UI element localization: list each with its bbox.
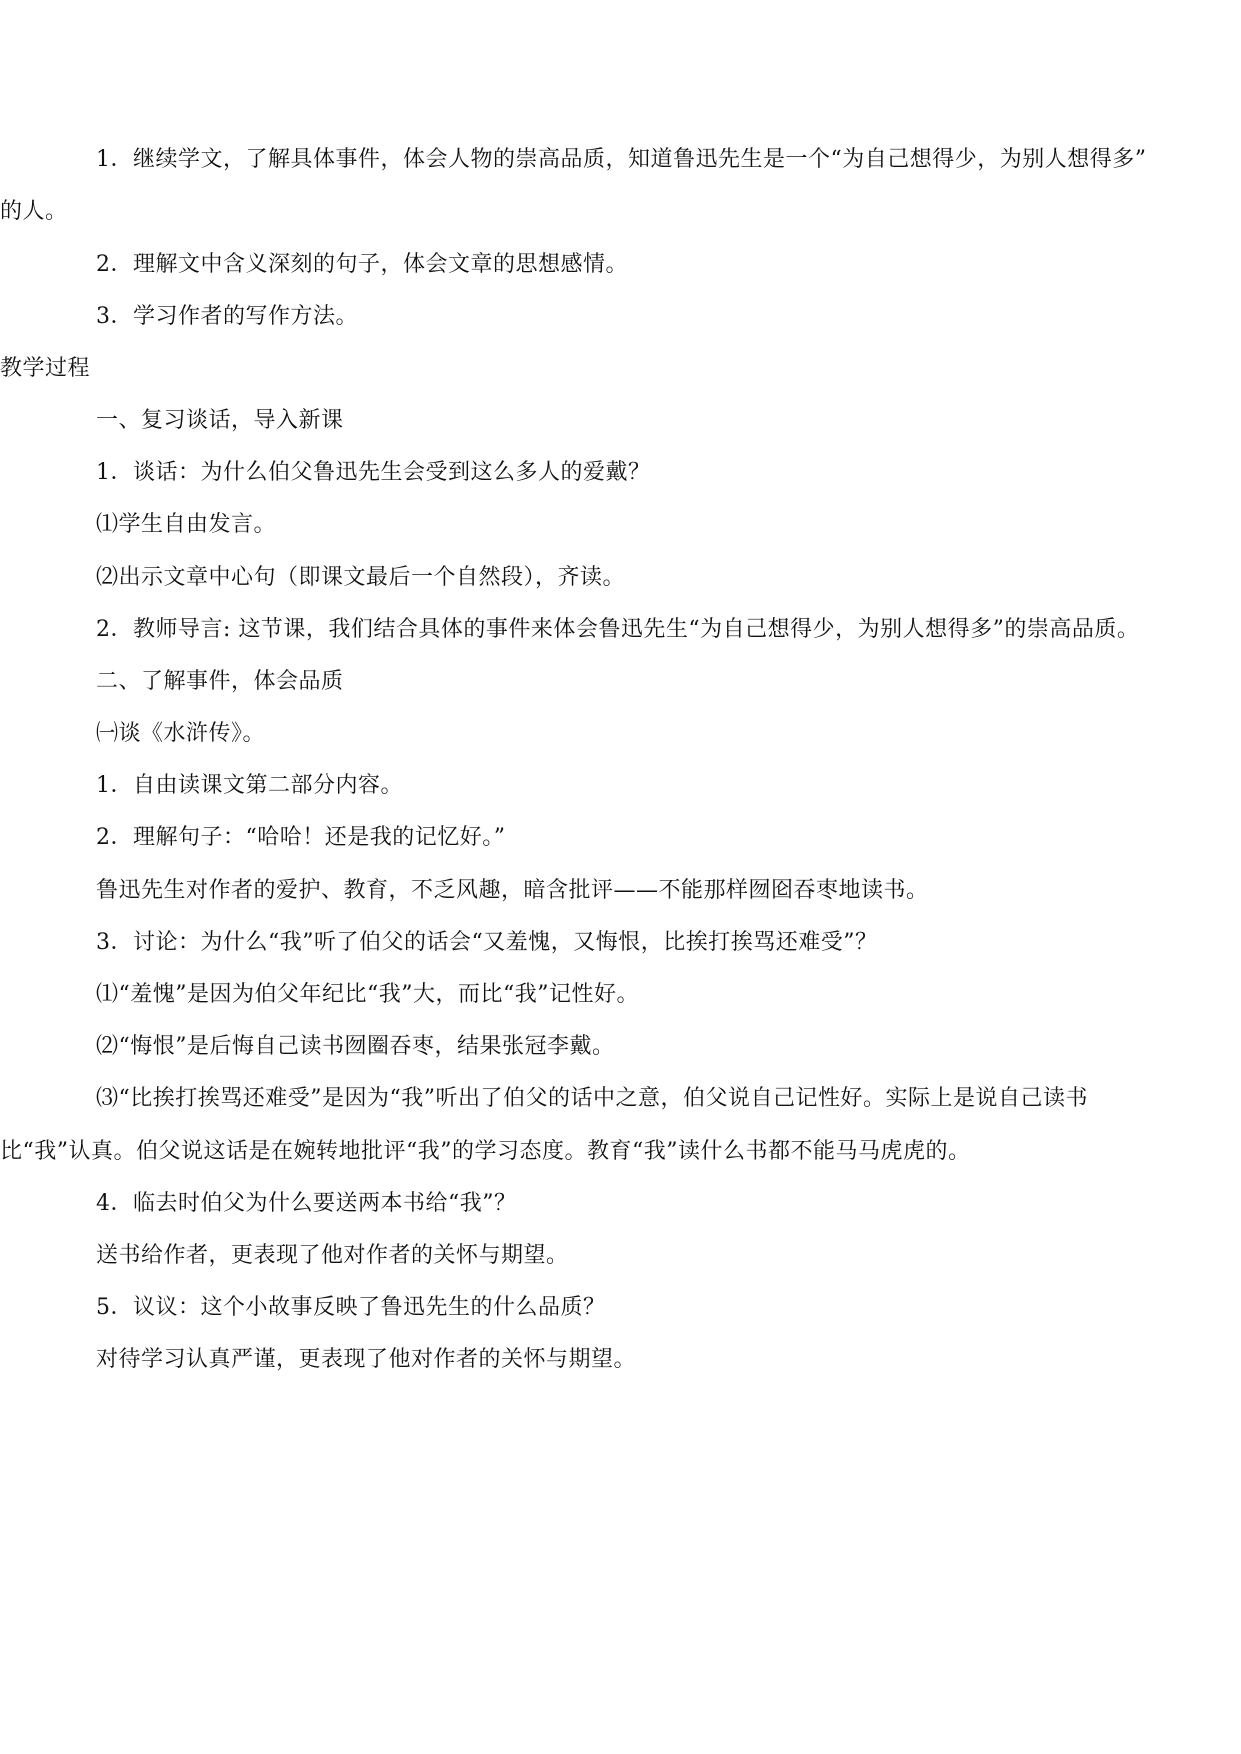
part-2-heading: 二、了解事件，体会品质	[96, 669, 344, 694]
objective-1-line-1: 1．继续学文，了解具体事件，体会人物的崇高品质，知道鲁迅先生是一个“为自己想得少，为别人想得多”	[96, 147, 1147, 172]
part-1-item-1-sub-2: ⑵出示文章中心句（即课文最后一个自然段），齐读。	[96, 565, 626, 590]
objective-2: 2．理解文中含义深刻的句子，体会文章的思想感情。	[96, 252, 628, 277]
objective-3: 3．学习作者的写作方法。	[96, 304, 358, 329]
part-2-item-5-answer: 对待学习认真严谨，更表现了他对作者的关怀与期望。	[96, 1347, 637, 1372]
part-2-subsection-1: ㈠谈《水浒传》。	[96, 721, 266, 746]
part-2-item-2-answer: 鲁迅先生对作者的爱护、教育，不乏风趣，暗含批评——不能那样囫囵吞枣地读书。	[96, 878, 929, 903]
part-2-item-3-sub-2: ⑵“悔恨”是后悔自己读书囫圈吞枣，结果张冠李戴。	[96, 1034, 615, 1059]
part-2-item-3-sub-3-line-2: 比“我”认真。伯父说这话是在婉转地批评“我”的学习态度。教育“我”读什么书都不能马马虎虎的。	[0, 1139, 971, 1164]
part-2-item-3-sub-1: ⑴“羞愧”是因为伯父年纪比“我”大，而比“我”记性好。	[96, 982, 639, 1007]
objective-1-line-2: 的人。	[0, 199, 68, 224]
part-2-item-1: 1．自由读课文第二部分内容。	[96, 773, 403, 798]
part-2-item-3: 3．讨论：为什么“我”听了伯父的话会“又羞愧，又悔恨，比挨打挨骂还难受”？	[96, 930, 878, 955]
part-2-item-4-answer: 送书给作者，更表现了他对作者的关怀与期望。	[96, 1243, 569, 1268]
part-1-item-1-sub-1: ⑴学生自由发言。	[96, 512, 277, 537]
part-2-item-2: 2．理解句子：“哈哈！还是我的记忆好。”	[96, 825, 506, 850]
part-1-item-2: 2．教师导言: 这节课，我们结合具体的事件来体会鲁迅先生“为自己想得少，为别人想得多”的崇高品质。	[96, 617, 1140, 642]
part-2-item-4: 4．临去时伯父为什么要送两本书给“我”？	[96, 1191, 517, 1216]
part-1-heading: 一、复习谈话，导入新课	[96, 408, 344, 433]
part-1-item-1: 1．谈话：为什么伯父鲁迅先生会受到这么多人的爱戴？	[96, 460, 651, 485]
section-heading-teaching-process: 教学过程	[0, 356, 91, 381]
part-2-item-5: 5．议议：这个小故事反映了鲁迅先生的什么品质？	[96, 1295, 606, 1320]
part-2-item-3-sub-3-line-1: ⑶“比挨打挨骂还难受”是因为“我”听出了伯父的话中之意，伯父说自己记性好。实际上是说自己读书	[96, 1086, 1088, 1111]
